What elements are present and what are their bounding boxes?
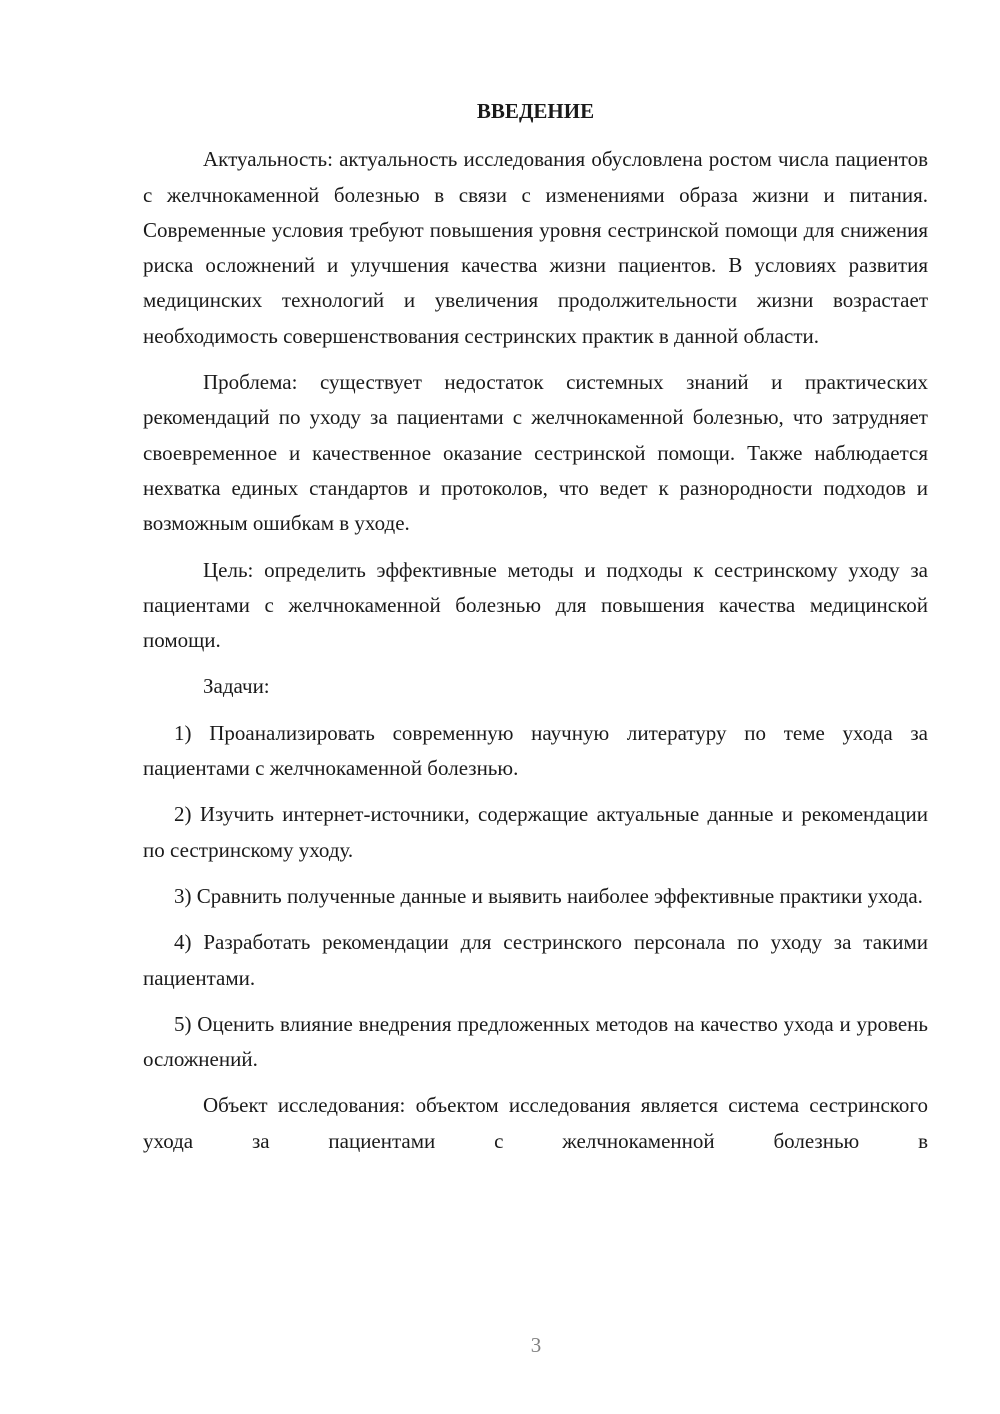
- section-heading: ВВЕДЕНИЕ: [476, 99, 595, 123]
- task-item-5: 5) Оценить влияние внедрения предложенных методов на качество ухода и уровень осложнений.: [143, 1011, 928, 1072]
- tasks-label: Задачи:: [203, 674, 270, 699]
- task-item-4: 4) Разработать рекомендации для сестринского персонала по уходу за такими пациентами.: [143, 930, 928, 990]
- page-number: 3: [530, 1333, 542, 1357]
- paragraph-goal: Цель: определить эффективные методы и подходы к сестринскому уходу за пациентами с желчнокаменной болезнью для повышения качества медицинской помощи.: [143, 557, 928, 653]
- task-item-1: 1) Проанализировать современную научную литературу по теме ухода за пациентами с желчнокаменной болезнью.: [143, 720, 928, 781]
- task-item-2: 2) Изучить интернет-источники, содержащие актуальные данные и рекомендации по сестринскому уходу.: [143, 802, 928, 862]
- document-page: [143, 94, 928, 1170]
- task-item-3: 3) Сравнить полученные данные и выявить наиболее эффективные практики ухода.: [174, 883, 923, 908]
- paragraph-object: Объект исследования: объектом исследования является система сестринского ухода за пациентами с желчнокаменной болезнью в: [143, 1093, 928, 1153]
- paragraph-problem: Проблема: существует недостаток системных знаний и практических рекомендаций по уходу за пациентами с желчнокаменной болезнью, что затрудняет своевременное и качественное оказание сестринской помощи. Также наблюдается нехватка единых стандартов и протоколов, что ведет к разнородности подходов и возможным ошибкам в уходе.: [143, 370, 928, 536]
- paragraph-relevance: Актуальность: актуальность исследования обусловлена ростом числа пациентов с желчнокаменной болезнью в связи с изменениями образа жизни и питания. Современные условия требуют повышения уровня сестринской помощи для снижения риска осложнений и улучшения качества жизни пациентов. В условиях развития медицинских технологий и увеличения продолжительности жизни возрастает необходимость совершенствования сестринских практик в данной области.: [143, 147, 928, 348]
